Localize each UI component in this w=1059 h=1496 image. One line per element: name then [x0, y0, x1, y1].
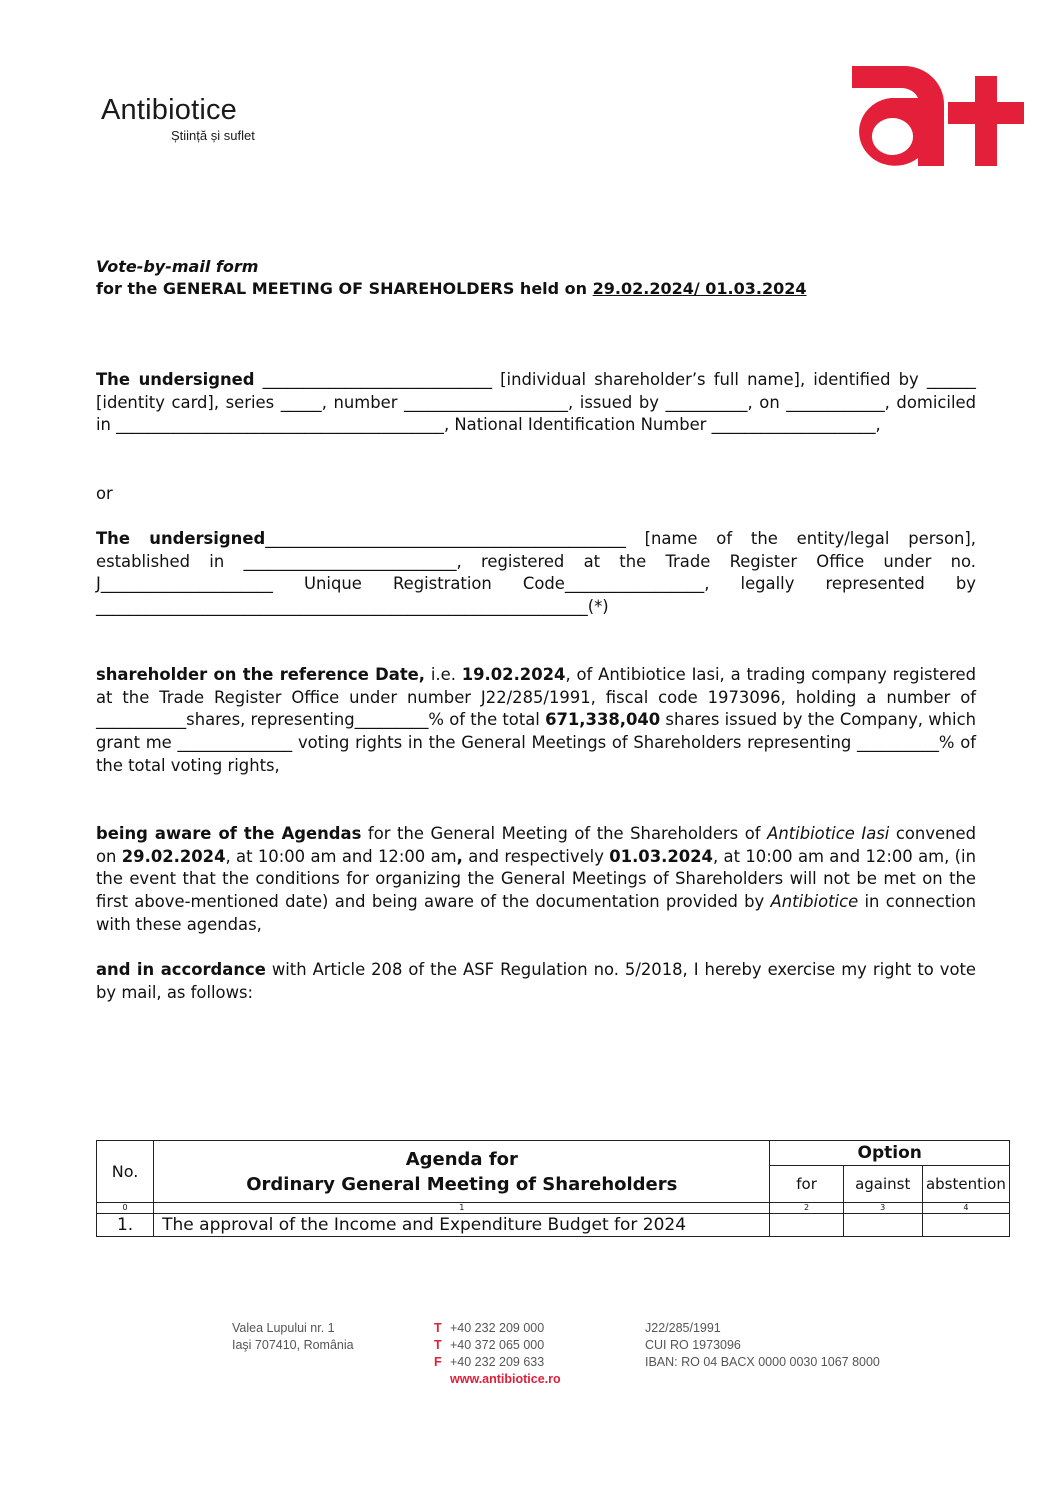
form-title: [96, 256, 807, 300]
col-index: 1: [154, 1203, 770, 1214]
website-link[interactable]: www.antibiotice.ro: [450, 1372, 561, 1386]
col-index: 2: [770, 1203, 843, 1214]
col-header-for: for: [770, 1166, 843, 1203]
footer-address: Valea Lupului nr. 1 Iaşi 707410, România: [232, 1321, 354, 1352]
legal-person-paragraph: The undersigned____________________________________________ [name of the entity/legal person], established in __________________________, registered at the Trade Register Office under no. J_____________________ Unique Registration Code_________________, legally represented by ____________________________________________________________(*): [96, 529, 976, 617]
accordance-paragraph: and in accordance with Article 208 of the ASF Regulation no. 5/2018, I hereby exercise my right to vote by mail, as follows:: [96, 960, 977, 1002]
agenda-table: [96, 1140, 1010, 1237]
col-header-agenda: Agenda for Ordinary General Meeting of Shareholders: [154, 1141, 770, 1203]
company-logo: [101, 94, 255, 143]
item-text: The approval of the Income and Expenditure Budget for 2024: [154, 1214, 770, 1237]
or-separator: or: [96, 484, 113, 503]
col-header-abstention: abstention: [922, 1166, 1009, 1203]
column-index-row: [97, 1203, 1010, 1214]
vote-abstention-cell[interactable]: [922, 1214, 1009, 1237]
a-plus-logo-icon: [846, 62, 1026, 168]
individual-shareholder-paragraph: The undersigned ____________________________ [individual shareholder’s full name], identified by ______ [identity card], series _____, number ____________________, issued by __________, on ____________, domiciled in ________________________________________, National Identification Number ____________________,: [96, 370, 976, 435]
vote-for-cell[interactable]: [770, 1214, 843, 1237]
col-index: 3: [843, 1203, 922, 1214]
footer-registration: J22/285/1991 CUI RO 1973096 IBAN: RO 04 BACX 0000 0030 1067 8000: [645, 1321, 880, 1369]
col-header-option: Option: [770, 1141, 1010, 1166]
phone-2: +40 372 065 000: [450, 1338, 545, 1352]
shareholder-paragraph: shareholder on the reference Date, i.e. 19.02.2024, of Antibiotice Iasi, a trading company registered at the Trade Register Office under number J22/285/1991, fiscal code 1973096, holding a number of ___________shares, representing_________% of the total 671,338,040 shares issued by the Company, which grant me ______________ voting rights in the General Meetings of Shareholders representing __________% of the total voting rights,: [96, 665, 976, 775]
table-row: [97, 1214, 1010, 1237]
col-index: 0: [97, 1203, 154, 1214]
brand-tagline: Știință și suflet: [171, 128, 255, 143]
col-header-against: against: [843, 1166, 922, 1203]
fax: +40 232 209 633: [450, 1355, 545, 1369]
agenda-awareness-paragraph: being aware of the Agendas for the General Meeting of the Shareholders of Antibiotice Iasi convened on 29.02.2024, at 10:00 am and 12:00 am, and respectively 01.03.2024, at 10:00 am and 12:00 am, (in the event that the conditions for organizing the General Meetings of Shareholders will not be met on the first above-mentioned date) and being aware of the documentation provided by Antibiotice in connection with these agendas,: [96, 824, 977, 934]
footer-contact: T +40 232 209 000 T +40 372 065 000 F +40 232 209 633 www.antibiotice.ro: [434, 1321, 561, 1386]
item-number: 1.: [97, 1214, 154, 1237]
phone-1: +40 232 209 000: [450, 1321, 545, 1335]
brand-name: Antibiotice: [101, 94, 237, 126]
vote-against-cell[interactable]: [843, 1214, 922, 1237]
col-index: 4: [922, 1203, 1009, 1214]
meeting-dates: 29.02.2024/ 01.03.2024: [592, 279, 807, 298]
form-title-line1: Vote-by-mail form: [96, 257, 259, 276]
col-header-no: No.: [97, 1141, 154, 1203]
form-title-line2: for the GENERAL MEETING OF SHAREHOLDERS held on 29.02.2024/ 01.03.2024: [96, 279, 807, 298]
